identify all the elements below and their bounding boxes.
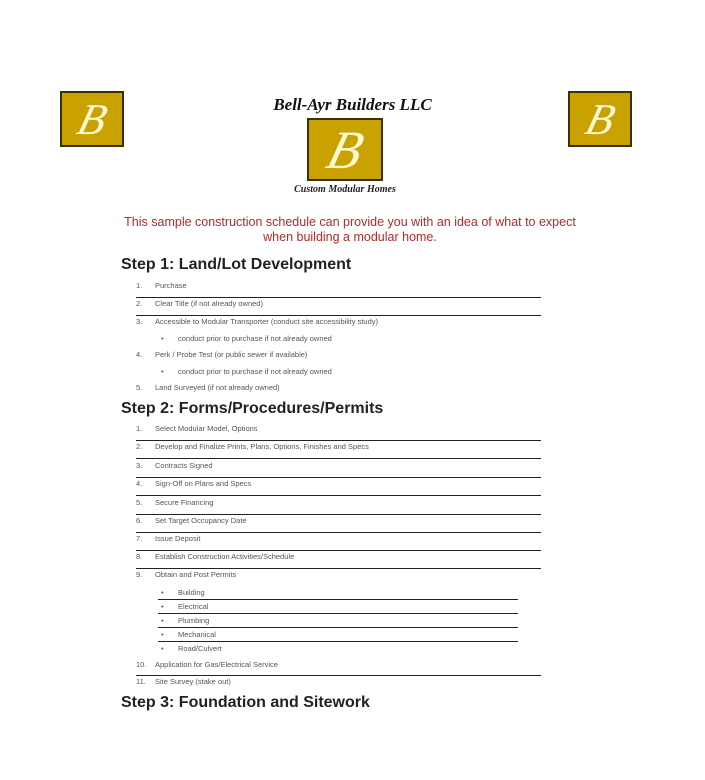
step3-heading: Step 3: Foundation and Sitework <box>121 694 370 711</box>
list-item: 4. Perk / Probe Test (or public sewer if available) <box>136 350 308 359</box>
company-name: Bell-Ayr Builders LLC <box>273 95 432 114</box>
list-item: 3. Accessible to Modular Transporter (conduct site accessibility study) <box>136 317 379 326</box>
intro-text: This sample construction schedule can provide you with an idea of what to expect when building a modular home. <box>124 215 576 244</box>
list-item: 11. Site Survey (stake out) <box>136 677 231 686</box>
sub-item: • conduct prior to purchase if not already owned <box>161 334 332 343</box>
divider <box>158 627 518 628</box>
list-item: 4. Sign-Off on Plans and Specs <box>136 479 252 488</box>
divider <box>136 495 541 496</box>
list-item: 7. Issue Deposit <box>136 534 201 543</box>
permit-item: • Plumbing <box>161 616 210 625</box>
list-item: 6. Set Target Occupancy Date <box>136 516 247 525</box>
permit-item: • Building <box>161 588 205 597</box>
tagline: Custom Modular Homes <box>294 184 396 195</box>
list-item: 8. Establish Construction Activities/Schedule <box>136 552 295 561</box>
permit-item: • Mechanical <box>161 630 216 639</box>
divider <box>136 458 541 459</box>
list-item: 3. Contracts Signed <box>136 461 213 470</box>
list-item: 2. Develop and Finalize Prints, Plans, Options, Finishes and Specs <box>136 442 369 451</box>
divider <box>158 599 518 600</box>
sub-item: • conduct prior to purchase if not already owned <box>161 367 332 376</box>
list-item: 5. Land Surveyed (if not already owned) <box>136 383 280 392</box>
divider <box>158 613 518 614</box>
logo-left: B <box>60 91 124 147</box>
list-item: 5. Secure Financing <box>136 498 214 507</box>
list-item: 2. Clear Title (if not already owned) <box>136 299 263 308</box>
list-item: 10. Application for Gas/Electrical Service <box>136 660 278 669</box>
divider <box>158 641 518 642</box>
list-item: 1. Select Modular Model, Options <box>136 424 258 433</box>
permit-item: • Electrical <box>161 602 209 611</box>
list-item: 1. Purchase <box>136 281 187 290</box>
permit-item: • Road/Culvert <box>161 644 222 653</box>
logo-center: B <box>307 118 383 181</box>
list-item: 9. Obtain and Post Permits <box>136 570 237 579</box>
logo-right: B <box>568 91 632 147</box>
step1-heading: Step 1: Land/Lot Development <box>121 256 352 273</box>
step2-heading: Step 2: Forms/Procedures/Permits <box>121 400 384 417</box>
